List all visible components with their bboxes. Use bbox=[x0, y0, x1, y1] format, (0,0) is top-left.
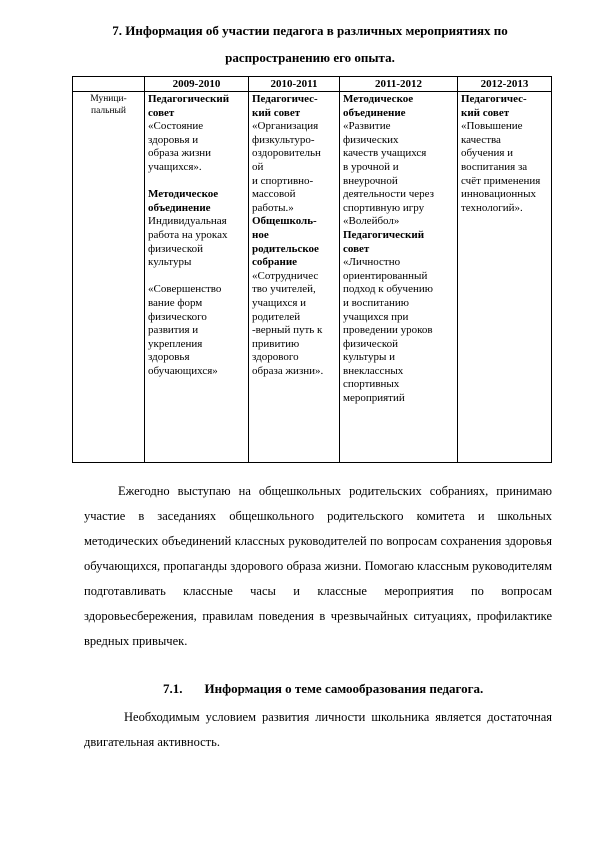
subsection-number: 7.1. bbox=[163, 681, 183, 696]
subsection-title: Информация о теме самообразования педагога. bbox=[204, 681, 484, 696]
section-heading-line2: распространению его опыта. bbox=[225, 50, 395, 65]
header-cell-2009-2010: 2009-2010 bbox=[145, 77, 249, 92]
header-cell-2011-2012: 2011-2012 bbox=[340, 77, 458, 92]
paragraph-parent-meetings: Ежегодно выступаю на общешкольных родительских собраниях, принимаю участие в заседаниях общешкольного родительского комитета и школьных методических объединений классных руководителей по вопросам сохранения здоровья обучающихся, пропаганды здорового образа жизни. Помогаю классным руководителям подготавливать классные часы и классные мероприятия по вопросам здоровьесбережения, правилам поведения в чрезвычайных ситуациях, профилактике вредных привычек. bbox=[84, 484, 552, 648]
section-heading-line1: 7. Информация об участии педагога в различных мероприятиях по bbox=[112, 23, 508, 38]
header-cell-2010-2011: 2010-2011 bbox=[249, 77, 340, 92]
table-cell: Методическое объединение «Развитие физических качеств учащихся в урочной и внеурочной деятельности через спортивную игру «Волейбол» Педагогический совет «Личностно ориентированный подход к обучению и воспитанию учащихся при проведении уроков физической культуры и внеклассных спортивных мероприятий bbox=[340, 92, 458, 463]
table-cell: Педагогичес- кий совет «Организация физкультуро- оздоровительн ой и спортивно- массовой работы.» Общешколь- ное родительское собрание «Сотрудничес тво учителей, учащихся и родителей -верный путь к привитию здорового образа жизни». bbox=[249, 92, 340, 463]
header-cell-empty bbox=[73, 77, 145, 92]
row-label-municipal: Муници- пальный bbox=[73, 92, 145, 463]
table-cell: Педагогический совет «Состояние здоровья и образа жизни учащихся». Методическое объединение Индивидуальная работа на уроках физической культуры «Совершенство вание форм физического развития и укрепления здоровья обучающихся» bbox=[145, 92, 249, 463]
header-cell-2012-2013: 2012-2013 bbox=[458, 77, 552, 92]
table-cell: Педагогичес- кий совет «Повышение качества обучения и воспитания за счёт применения инновационных технологий». bbox=[458, 92, 552, 463]
events-table bbox=[72, 76, 552, 463]
table-row bbox=[73, 92, 552, 463]
paragraph-self-education: Необходимым условием развития личности школьника является достаточная двигательная активность. bbox=[84, 710, 552, 749]
table-header-row bbox=[73, 77, 552, 92]
subsection-heading bbox=[163, 680, 483, 697]
